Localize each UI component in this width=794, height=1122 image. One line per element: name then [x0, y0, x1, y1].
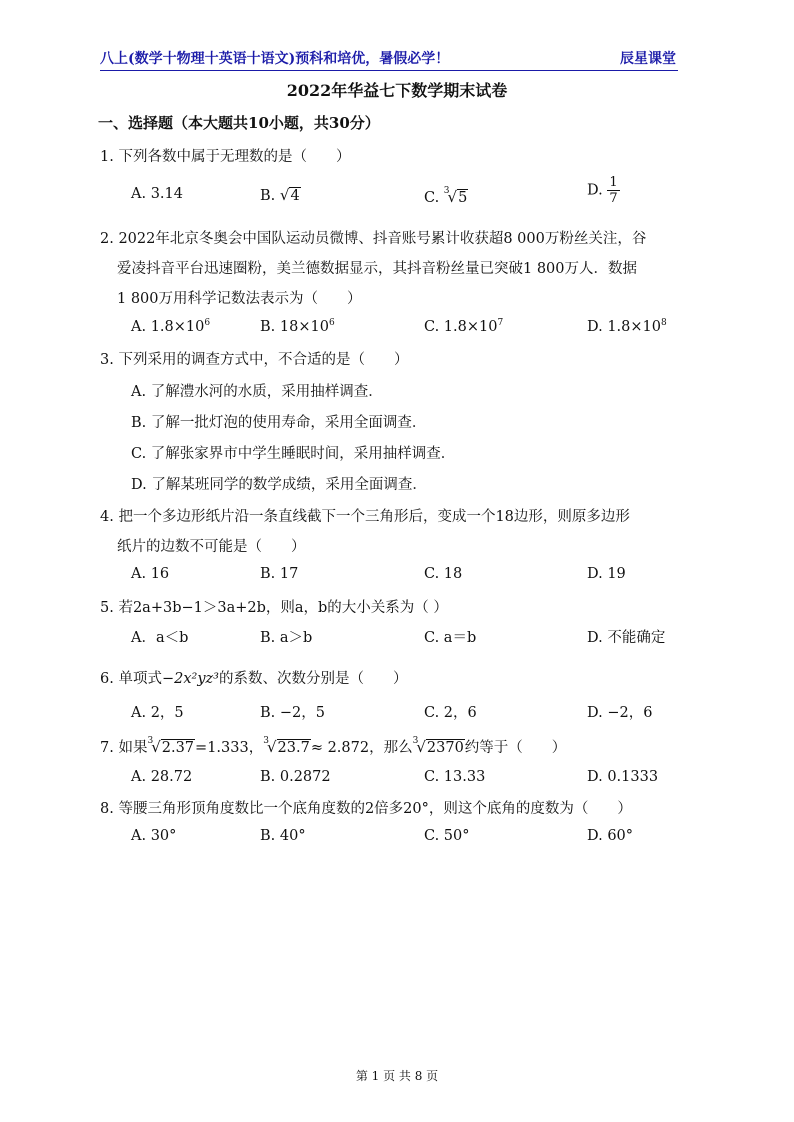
q7-eq2: ≈ 2.872，那么 — [310, 740, 413, 756]
q2-b-exponent: 6 — [328, 318, 335, 328]
q2-b-base: B. 18×10 — [260, 318, 329, 335]
q2-c-exponent: 7 — [497, 318, 504, 328]
q7-r1-index: 3 — [147, 736, 154, 746]
q3-option-c: C. 了解张家界市中学生睡眠时间，采用抽样调查． — [131, 446, 456, 462]
q1-option-c-label: C. — [424, 190, 440, 206]
q4-stem-line1: 4. 把一个多边形纸片沿一条直线截下一个三角形后，变成一个18边形，则原多边形 — [100, 509, 630, 525]
q8-option-b: B. 40° — [260, 828, 306, 844]
q6-stem-pre: 6. 单项式 — [100, 671, 162, 687]
q7-r3-radicand: 2370 — [426, 740, 464, 756]
q1-b-radicand: 4 — [290, 188, 300, 204]
fraction-numerator: 1 — [609, 175, 618, 190]
section-heading: 一、选择题（本大题共10小题，共30分） — [98, 114, 380, 132]
q3-option-a: A. 了解澧水河的水质，采用抽样调查． — [131, 384, 383, 400]
fraction-denominator: 7 — [609, 191, 618, 206]
cube-root-expression: $^3$√2370 — [412, 736, 464, 756]
q6-option-d: D. −2，6 — [587, 705, 653, 721]
fraction — [607, 175, 619, 206]
q1-option-c — [424, 186, 468, 206]
q2-a-base: A. 1.8×10 — [131, 318, 205, 335]
q7-stem — [100, 736, 566, 757]
q1-option-b — [260, 186, 301, 204]
q6-option-c: C. 2，6 — [424, 705, 477, 721]
q4-option-b: B. 17 — [260, 566, 299, 582]
q1-option-b-label: B. — [260, 188, 276, 204]
q3-option-d: D. 了解某班同学的数学成绩，采用全面调查． — [131, 477, 427, 493]
q2-stem-line3: 1 800万用科学记数法表示为（ ） — [117, 291, 362, 307]
q6-monomial: −2x²yz³ — [161, 671, 219, 687]
q1-c-index: 3 — [443, 186, 450, 196]
q2-stem-line2: 爱凌抖音平台迅速圈粉，美兰德数据显示，其抖音粉丝量已突破1 800万人．数据 — [117, 261, 638, 277]
q6-option-b: B. −2，5 — [260, 705, 325, 721]
q7-option-b: B. 0.2872 — [260, 769, 331, 785]
q1-option-d-label: D. — [587, 182, 603, 199]
header-promo-text: 八上(数学十物理十英语十语文)预科和培优，暑假必学！ — [100, 51, 450, 67]
q6-stem — [100, 667, 407, 688]
q7-r3-index: 3 — [412, 736, 419, 746]
q2-option-a — [131, 318, 210, 335]
q4-option-c: C. 18 — [424, 566, 463, 582]
page-header — [100, 48, 678, 71]
q2-c-base: C. 1.8×10 — [424, 318, 498, 335]
q6-stem-post: 的系数、次数分别是（ ） — [218, 671, 408, 687]
q2-option-c — [424, 318, 503, 335]
q6-option-a: A. 2，5 — [131, 705, 184, 721]
q1-option-a: A. 3.14 — [131, 186, 183, 202]
q8-stem: 8. 等腰三角形顶角度数比一个底角度数的2倍多20°，则这个底角的度数为（ ） — [100, 801, 632, 817]
q5-option-a: A．a＜b — [131, 630, 189, 646]
q8-option-a: A. 30° — [131, 828, 177, 844]
q4-stem-line2: 纸片的边数不可能是（ ） — [117, 539, 306, 555]
header-brand: 辰星课堂 — [620, 51, 676, 67]
q2-option-d — [587, 318, 667, 335]
q1-stem: 1. 下列各数中属于无理数的是（ ） — [100, 149, 351, 165]
q5-option-c: C. a＝b — [424, 630, 477, 646]
q8-option-d: D. 60° — [587, 828, 634, 844]
cube-root-expression: $^3$√23.7 — [263, 736, 310, 756]
q2-a-exponent: 6 — [204, 318, 211, 328]
q2-option-b — [260, 318, 335, 335]
q7-stem-pre: 7. 如果 — [100, 740, 148, 756]
q7-option-a: A. 28.72 — [131, 769, 193, 785]
q7-option-d: D. 0.1333 — [587, 769, 659, 785]
q2-d-exponent: 8 — [661, 318, 667, 328]
q3-option-b: B. 了解一批灯泡的使用寿命，采用全面调查． — [131, 415, 427, 431]
q4-option-a: A. 16 — [131, 566, 170, 582]
cube-root-expression: $^3$√5 — [443, 186, 468, 206]
q2-stem-line1: 2. 2022年北京冬奥会中国队运动员微博、抖音账号累计收获超8 000万粉丝关注，谷 — [100, 231, 647, 247]
page-footer: 第 1 页 共 8 页 — [355, 1069, 439, 1083]
q1-option-d — [587, 175, 620, 206]
q5-option-b: B. a＞b — [260, 630, 313, 646]
q5-stem: 5. 若2a+3b−1＞3a+2b，则a，b的大小关系为（ ） — [100, 600, 448, 616]
q7-option-c: C. 13.33 — [424, 769, 486, 785]
q2-d-base: D. 1.8×10 — [587, 318, 661, 335]
q7-r2-radicand: 23.7 — [277, 740, 310, 756]
q3-stem: 3. 下列采用的调查方式中，不合适的是（ ） — [100, 352, 409, 368]
q7-eq1: =1.333， — [195, 740, 264, 756]
q7-r1-radicand: 2.37 — [161, 740, 195, 756]
q4-option-d: D. 19 — [587, 566, 626, 582]
q7-stem-post: 约等于（ ） — [464, 740, 567, 756]
page-title: 2022年华益七下数学期末试卷 — [286, 81, 508, 100]
q8-option-c: C. 50° — [424, 828, 470, 844]
q5-option-d: D. 不能确定 — [587, 630, 666, 646]
q7-r2-index: 3 — [263, 736, 269, 746]
sqrt-expression: √4 — [279, 186, 300, 204]
q1-c-radicand: 5 — [458, 190, 468, 206]
cube-root-expression: $^3$√2.37 — [147, 736, 195, 756]
